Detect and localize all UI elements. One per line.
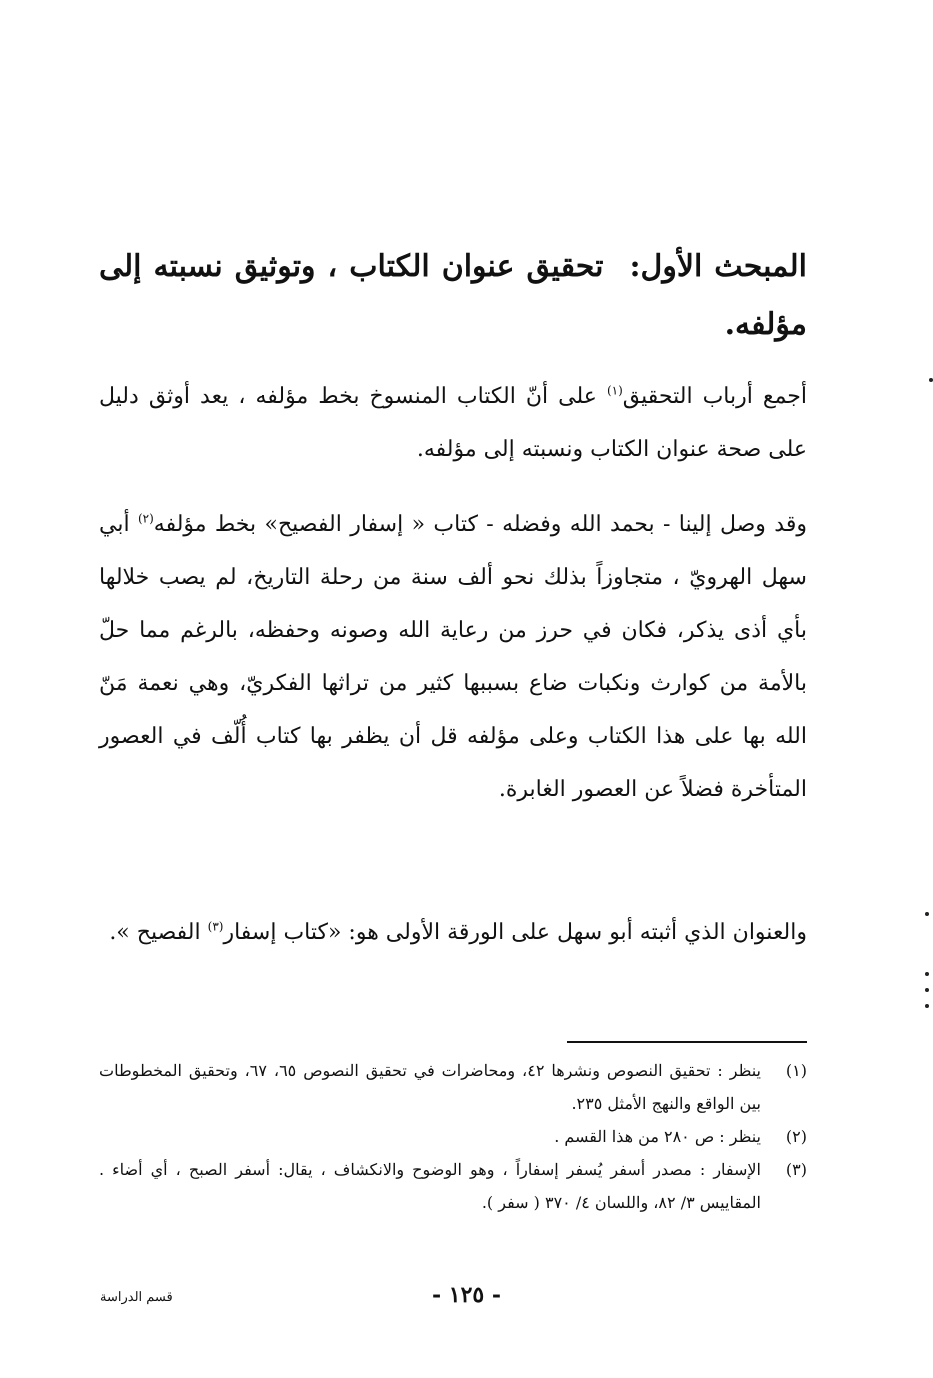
footnote-text: الإسفار : مصدر أسفر يُسفر إسفاراً ، وهو الوضوح والانكشاف ، يقال: أسفر الصبح ، أي أضاء . المقاييس ٣/ ٨٢، واللسان ٤/ ٣٧٠ ( سفر ).: [99, 1160, 762, 1212]
page-number: - ١٢٥ -: [431, 1282, 502, 1308]
section-heading: [99, 238, 807, 354]
footnote-ref-1: (١): [606, 383, 623, 398]
footnote-separator: [567, 1041, 807, 1043]
footnote-3: [99, 1153, 807, 1219]
footnote-ref-3: (٣): [207, 919, 224, 934]
paragraph-2-text-a: وقد وصل إلينا - بحمد الله وفضله - كتاب « إسفار الفصيح» بخط مؤلفه: [153, 512, 807, 537]
footnotes: [99, 1054, 807, 1219]
paragraph-3-text-a: والعنوان الذي أثبته أبو سهل على الورقة الأولى هو: «كتاب إسفار: [223, 920, 807, 945]
heading-title: تحقيق عنوان الكتاب ، وتوثيق نسبته إلى مؤلفه.: [99, 249, 807, 342]
scan-speck: [925, 988, 929, 992]
paragraph-2: [99, 498, 807, 816]
footnote-text: ينظر : تحقيق النصوص ونشرها ٤٢، ومحاضرات في تحقيق النصوص ٦٥، ٦٧، وتحقيق المخطوطات بين الواقع والنهج الأمثل ٢٣٥.: [99, 1061, 762, 1113]
scan-speck: [925, 972, 929, 976]
footnote-text: ينظر : ص ٢٨٠ من هذا القسم .: [554, 1127, 761, 1146]
footnote-number: (١): [785, 1061, 807, 1080]
footnote-ref-2: (٢): [137, 511, 154, 526]
footnote-2: [99, 1120, 807, 1153]
scan-speck: [929, 378, 933, 382]
footnote-1: [99, 1054, 807, 1120]
paragraph-2-text-b: أبي سهل الهرويّ ، متجاوزاً بذلك نحو ألف سنة من رحلة التاريخ، لم يصب خلالها بأي أذى يذكر، فكان في حرز من رعاية الله وصونه وحفظه، بالرغم مما حلّ بالأمة من كوارث ونكبات ضاع بسببها كثير من تراثها الفكريّ، وهي نعمة مَنّ الله بها على هذا الكتاب وعلى مؤلفه قل أن يظفر بها كتاب أُلّف في العصور المتأخرة فضلاً عن العصور الغابرة.: [99, 512, 808, 802]
footnote-number: (٣): [785, 1160, 807, 1179]
heading-label: المبحث الأول:: [629, 249, 807, 284]
paragraph-3: [99, 906, 807, 959]
footnote-number: (٢): [785, 1127, 807, 1146]
running-title: قسم الدراسة: [100, 1290, 173, 1305]
paragraph-3-text-b: الفصيح ».: [109, 920, 208, 945]
paragraph-1-text-b: على أنّ الكتاب المنسوخ بخط مؤلفه ، يعد أوثق دليل على صحة عنوان الكتاب ونسبته إلى مؤلفه.: [99, 384, 807, 462]
scan-speck: [925, 1004, 929, 1008]
scan-speck: [925, 912, 929, 916]
paragraph-1: [99, 370, 807, 476]
paragraph-1-text-a: أجمع أرباب التحقيق: [622, 384, 807, 409]
